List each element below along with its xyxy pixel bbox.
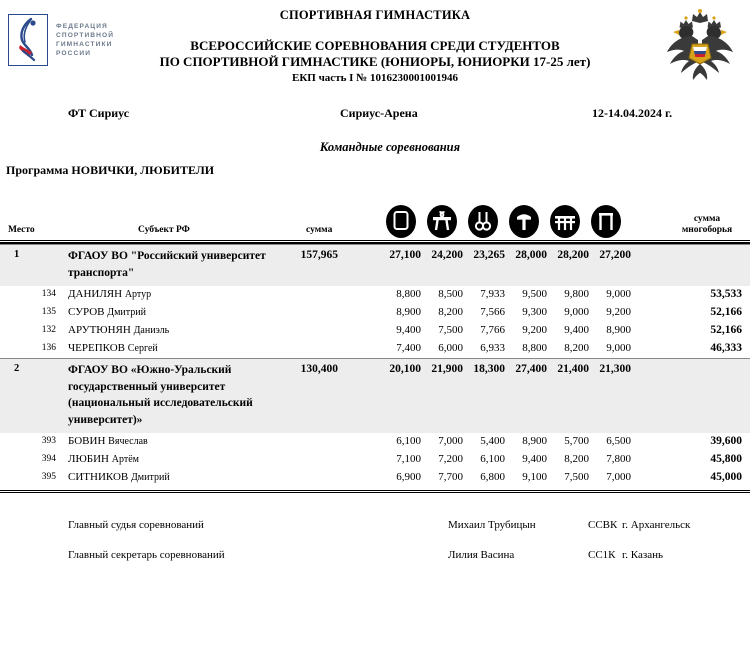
- athlete-apparatus-score: 7,933: [480, 288, 505, 300]
- page-title: СПОРТИВНАЯ ГИМНАСТИКА: [279, 8, 471, 22]
- athlete-bib-number: 395: [41, 472, 56, 482]
- athlete-apparatus-score: 9,400: [396, 324, 421, 336]
- team-apparatus-score: 21,900: [431, 363, 463, 375]
- athlete-bib-number: 394: [41, 454, 56, 464]
- athlete-apparatus-score: 7,800: [606, 453, 631, 465]
- athlete-apparatus-score: 7,000: [606, 471, 631, 483]
- athlete-allaround-total: 46,333: [710, 342, 742, 354]
- event-type: Командные соревнования: [319, 140, 461, 154]
- team-rank: 1: [14, 249, 20, 260]
- athlete-firstname: Вячеслав: [108, 436, 148, 447]
- athlete-row: [0, 286, 750, 304]
- team-total-score: 130,400: [300, 363, 338, 375]
- athlete-apparatus-scores: [380, 471, 632, 483]
- vault-icon: [509, 205, 539, 238]
- athlete-allaround-total: 52,166: [710, 306, 742, 318]
- signature-category: ССВК: [588, 519, 618, 531]
- venue-arena: Сириус-Арена: [340, 106, 418, 120]
- athlete-apparatus-score: 9,000: [564, 306, 589, 318]
- athlete-apparatus-score: 6,100: [396, 435, 421, 447]
- athlete-bib-number: 393: [41, 436, 56, 446]
- apparatus-icon-row: [386, 205, 621, 238]
- team-apparatus-score: 27,100: [389, 249, 421, 261]
- athlete-apparatus-scores: [380, 324, 632, 336]
- table-bottom-rule: [0, 490, 750, 493]
- athlete-apparatus-score: 9,000: [606, 288, 631, 300]
- athlete-apparatus-score: 7,700: [438, 471, 463, 483]
- athlete-allaround-total: 39,600: [710, 435, 742, 447]
- athlete-surname: СУРОВ: [68, 306, 105, 318]
- team-apparatus-score: 18,300: [473, 363, 505, 375]
- column-header-subject: Субъект РФ: [138, 225, 190, 235]
- athlete-name: [68, 342, 158, 354]
- team-apparatus-score: 23,265: [473, 249, 505, 261]
- column-header-sum: сумма: [306, 225, 333, 235]
- athlete-apparatus-score: 8,900: [396, 306, 421, 318]
- horizontal-bar-icon: [591, 205, 621, 238]
- team-apparatus-score: 27,400: [515, 363, 547, 375]
- athlete-bib-number: 136: [41, 343, 56, 353]
- athlete-apparatus-score: 9,500: [522, 288, 547, 300]
- signature-person-name: Лилия Васина: [448, 549, 515, 561]
- athlete-apparatus-score: 7,400: [396, 342, 421, 354]
- team-apparatus-scores: [380, 363, 632, 375]
- team-apparatus-score: 20,100: [389, 363, 421, 375]
- athlete-apparatus-score: 6,500: [606, 435, 631, 447]
- column-header-allaround-line2: многоборья: [681, 224, 733, 235]
- athlete-apparatus-scores: [380, 306, 632, 318]
- document-header: [0, 0, 750, 100]
- athlete-apparatus-score: 7,500: [438, 324, 463, 336]
- floor-exercise-icon: [386, 205, 416, 238]
- team-rank: 2: [14, 363, 20, 374]
- table-body: [0, 244, 750, 487]
- athlete-apparatus-score: 6,800: [480, 471, 505, 483]
- athlete-apparatus-score: 5,700: [564, 435, 589, 447]
- athlete-apparatus-score: 8,800: [396, 288, 421, 300]
- athlete-apparatus-score: 9,100: [522, 471, 547, 483]
- athlete-apparatus-score: 9,300: [522, 306, 547, 318]
- athlete-surname: ДАНИЛЯН: [68, 288, 123, 300]
- venue-row: [0, 106, 750, 134]
- column-header-allaround: [672, 214, 742, 235]
- athlete-apparatus-score: 9,400: [522, 453, 547, 465]
- athlete-name: [68, 453, 139, 465]
- team-row: [0, 244, 750, 286]
- team-row: [0, 358, 750, 433]
- athlete-surname: ЧЕРЕПКОВ: [68, 342, 125, 354]
- athlete-apparatus-score: 7,100: [396, 453, 421, 465]
- athlete-allaround-total: 45,800: [710, 453, 742, 465]
- team-apparatus-score: 24,200: [431, 249, 463, 261]
- athlete-apparatus-score: 9,200: [522, 324, 547, 336]
- athlete-allaround-total: 53,533: [710, 288, 742, 300]
- athlete-apparatus-score: 7,000: [438, 435, 463, 447]
- ekp-number: ЕКП часть I № 1016230001001946: [291, 72, 458, 84]
- signature-city: г. Архангельск: [622, 519, 691, 531]
- athlete-apparatus-score: 6,100: [480, 453, 505, 465]
- athlete-surname: ЛЮБИН: [68, 453, 109, 465]
- athlete-firstname: Сергей: [127, 343, 158, 354]
- athlete-apparatus-score: 6,933: [480, 342, 505, 354]
- signature-category: СС1К: [588, 549, 616, 561]
- column-header-allaround-line1: сумма: [693, 214, 721, 224]
- signature-role: Главный секретарь соревнований: [68, 549, 225, 561]
- athlete-name: [68, 306, 146, 318]
- venue-date: 12-14.04.2024 г.: [592, 106, 673, 120]
- athlete-name: [68, 435, 148, 447]
- federation-logo: [8, 14, 133, 66]
- athlete-apparatus-score: 8,800: [522, 342, 547, 354]
- team-apparatus-scores: [380, 249, 632, 261]
- athlete-apparatus-score: 8,200: [564, 342, 589, 354]
- athlete-firstname: Артём: [111, 454, 139, 465]
- signature-role: Главный судья соревнований: [68, 519, 204, 531]
- signature-person-name: Михаил Трубицын: [448, 519, 536, 531]
- team-apparatus-score: 21,400: [557, 363, 589, 375]
- athlete-row: [0, 322, 750, 340]
- athlete-firstname: Дмитрий: [107, 307, 146, 318]
- athlete-apparatus-scores: [380, 453, 632, 465]
- team-apparatus-score: 21,300: [599, 363, 631, 375]
- athlete-apparatus-score: 8,200: [438, 306, 463, 318]
- athlete-allaround-total: 45,000: [710, 471, 742, 483]
- team-apparatus-score: 28,000: [515, 249, 547, 261]
- athlete-name: [68, 324, 169, 336]
- athlete-apparatus-score: 5,400: [480, 435, 505, 447]
- athlete-bib-number: 134: [41, 289, 56, 299]
- athlete-apparatus-scores: [380, 288, 632, 300]
- program-label: Программа НОВИЧКИ, ЛЮБИТЕЛИ: [6, 163, 215, 177]
- athlete-bib-number: 135: [41, 307, 56, 317]
- athlete-apparatus-score: 6,000: [438, 342, 463, 354]
- athlete-firstname: Дмитрий: [130, 472, 170, 483]
- venue-city: ФТ Сириус: [68, 106, 130, 120]
- athlete-row: [0, 469, 750, 487]
- signature-city: г. Казань: [622, 549, 663, 561]
- athlete-apparatus-score: 8,900: [606, 324, 631, 336]
- athlete-apparatus-score: 9,400: [564, 324, 589, 336]
- athlete-apparatus-score: 8,900: [522, 435, 547, 447]
- athlete-surname: АРУТЮНЯН: [68, 324, 131, 336]
- team-name: ФГАОУ ВО "Российский университет транспорта": [68, 250, 266, 279]
- athlete-firstname: Даниэль: [133, 325, 170, 336]
- signature-row: [0, 549, 750, 579]
- athlete-name: [68, 471, 170, 483]
- column-header-place: Место: [8, 225, 35, 235]
- parallel-bars-icon: [550, 205, 580, 238]
- athlete-row: [0, 304, 750, 322]
- athlete-allaround-total: 52,166: [710, 324, 742, 336]
- pommel-horse-icon: [427, 205, 457, 238]
- athlete-apparatus-score: 9,000: [606, 342, 631, 354]
- athlete-row: [0, 451, 750, 469]
- federation-logo-text: ФЕДЕРАЦИЯ СПОРТИВНОЙ ГИМНАСТИКИ РОССИИ: [56, 22, 115, 58]
- team-apparatus-score: 28,200: [557, 249, 589, 261]
- athlete-apparatus-score: 8,200: [564, 453, 589, 465]
- competition-title-line2: ПО СПОРТИВНОЙ ГИМНАСТИКЕ (ЮНИОРЫ, ЮНИОРКИ 17-25 лет): [159, 54, 591, 69]
- athlete-apparatus-score: 6,900: [396, 471, 421, 483]
- athlete-name: [68, 288, 151, 300]
- signature-row: [0, 519, 750, 549]
- athlete-apparatus-score: 7,566: [480, 306, 505, 318]
- team-total-score: 157,965: [300, 249, 338, 261]
- athlete-bib-number: 132: [41, 325, 56, 335]
- athlete-apparatus-scores: [380, 342, 632, 354]
- signature-block: [0, 519, 750, 579]
- team-apparatus-score: 27,200: [599, 249, 631, 261]
- results-table: [0, 200, 750, 493]
- gymnast-logo-icon: [8, 14, 48, 66]
- athlete-apparatus-score: 7,766: [480, 324, 505, 336]
- russia-sport-ministry-emblem-icon: [662, 6, 738, 84]
- team-name: ФГАОУ ВО «Южно-Уральский государственный университет (национальный исследовательский университет)»: [68, 364, 253, 426]
- athlete-surname: СИТНИКОВ: [68, 471, 129, 483]
- athlete-apparatus-score: 9,200: [606, 306, 631, 318]
- athlete-apparatus-scores: [380, 435, 632, 447]
- athlete-apparatus-score: 9,800: [564, 288, 589, 300]
- rings-icon: [468, 205, 498, 238]
- athlete-apparatus-score: 7,200: [438, 453, 463, 465]
- athlete-surname: БОВИН: [68, 435, 106, 447]
- athlete-firstname: Артур: [124, 289, 152, 300]
- athlete-apparatus-score: 7,500: [564, 471, 589, 483]
- athlete-row: [0, 433, 750, 451]
- table-header-row: [0, 200, 750, 241]
- athlete-apparatus-score: 8,500: [438, 288, 463, 300]
- athlete-row: [0, 340, 750, 358]
- competition-title-line1: ВСЕРОССИЙСКИЕ СОРЕВНОВАНИЯ СРЕДИ СТУДЕНТОВ: [190, 38, 560, 53]
